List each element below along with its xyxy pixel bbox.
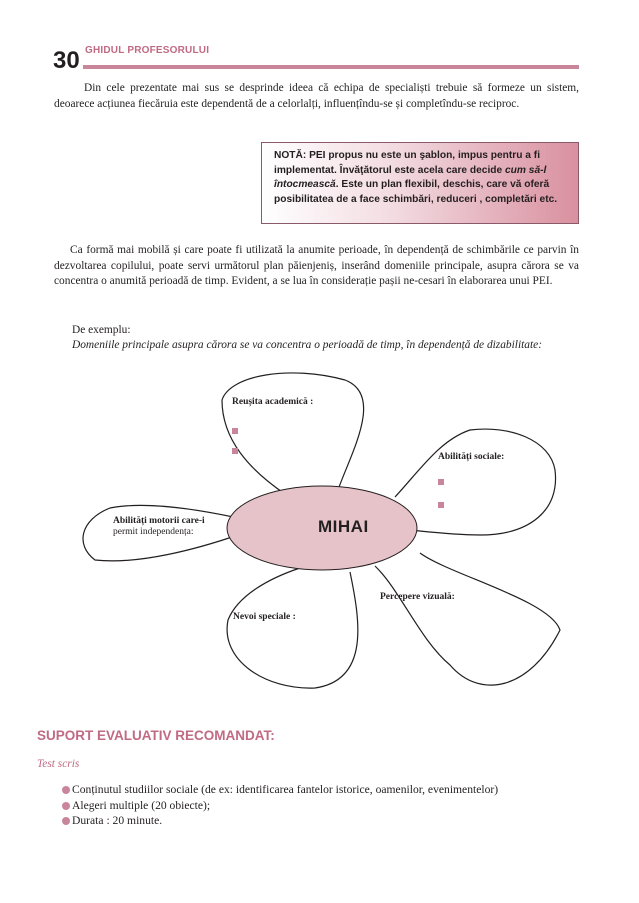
example-label: De exemplu: (72, 324, 131, 336)
bullet-dot (62, 817, 70, 825)
list-item (62, 813, 498, 829)
header-title: GHIDUL PROFESORULUI (85, 45, 210, 56)
paragraph-spider-plan: Ca formă mai mobilă și care poate fi utilizată la anumite perioade, în dependență de schimbările ce parvin în dezvoltarea copilului, poate servi următorul plan păienjeniș, inserând domeniile principale, asupra cărora se va concentra o anumită perioadă de timp. Evident, a se lua în considerație pașii ne-cesari în elaborarea unui PEI. (54, 244, 579, 287)
list-item-text: Conținutul studiilor sociale (de ex: identificarea fantelor istorice, oamenilor, evenimentelor) (72, 783, 499, 796)
list-item-text: Alegeri multiple (20 obiecte); (72, 798, 211, 812)
example-caption: Domeniile principale asupra cărora se va concentra o perioadă de timp, în dependență de dizabilitate: (72, 339, 542, 351)
bullet-dot (62, 786, 70, 794)
bullet-top-2 (232, 448, 238, 454)
paragraph-intro: Din cele prezentate mai sus se desprinde ideea că echipa de specialiști trebuie să formeze un sistem, deoarece acțiunea fiecăruia este dependentă de a celorlalți, influențîndu-se și completîndu-se reciproc. (54, 82, 579, 110)
center-label: MIHAI (318, 517, 369, 536)
petal-top (222, 373, 364, 494)
petal-label-left (113, 516, 205, 538)
note-italic: cum să-l întocmească (274, 164, 547, 191)
section-subtitle: Test scris (37, 758, 80, 770)
bullet-right-2 (438, 502, 444, 508)
bullet-dot (62, 802, 70, 810)
petal-right (395, 429, 556, 535)
evaluation-list (62, 782, 498, 829)
petal-label-bottom-right: Percepere vizuală: (380, 592, 455, 602)
petal-label-right: Abilități sociale: (438, 452, 505, 462)
list-item (62, 782, 498, 798)
petal-label-bottom-left: Nevoi speciale : (233, 612, 296, 622)
petal-label-top: Reușita academică : (232, 397, 314, 407)
list-item-text: Durata : 20 minute. (72, 814, 163, 827)
petal-label-left-line1: Abilități motorii care-i (113, 516, 205, 526)
page-number: 30 (53, 47, 80, 74)
petal-label-left-line2: permit independența: (113, 527, 194, 537)
note-rest: . Este un plan flexibil, deschis, care vă oferă posibilitatea de a face schimbări, reduceri , completări etc. (274, 179, 558, 205)
list-item (62, 798, 498, 814)
bullet-top-1 (232, 428, 238, 434)
petal-bottom-right (375, 553, 560, 685)
section-title: SUPORT EVALUATIV RECOMANDAT: (37, 728, 275, 743)
bullet-right-1 (438, 479, 444, 485)
petal-bottom-left (227, 568, 358, 688)
note-lead: NOTĂ: PEI propus nu este un şablon, impus pentru a fi implementat. Învăţătorul este acela care decide (274, 150, 541, 176)
